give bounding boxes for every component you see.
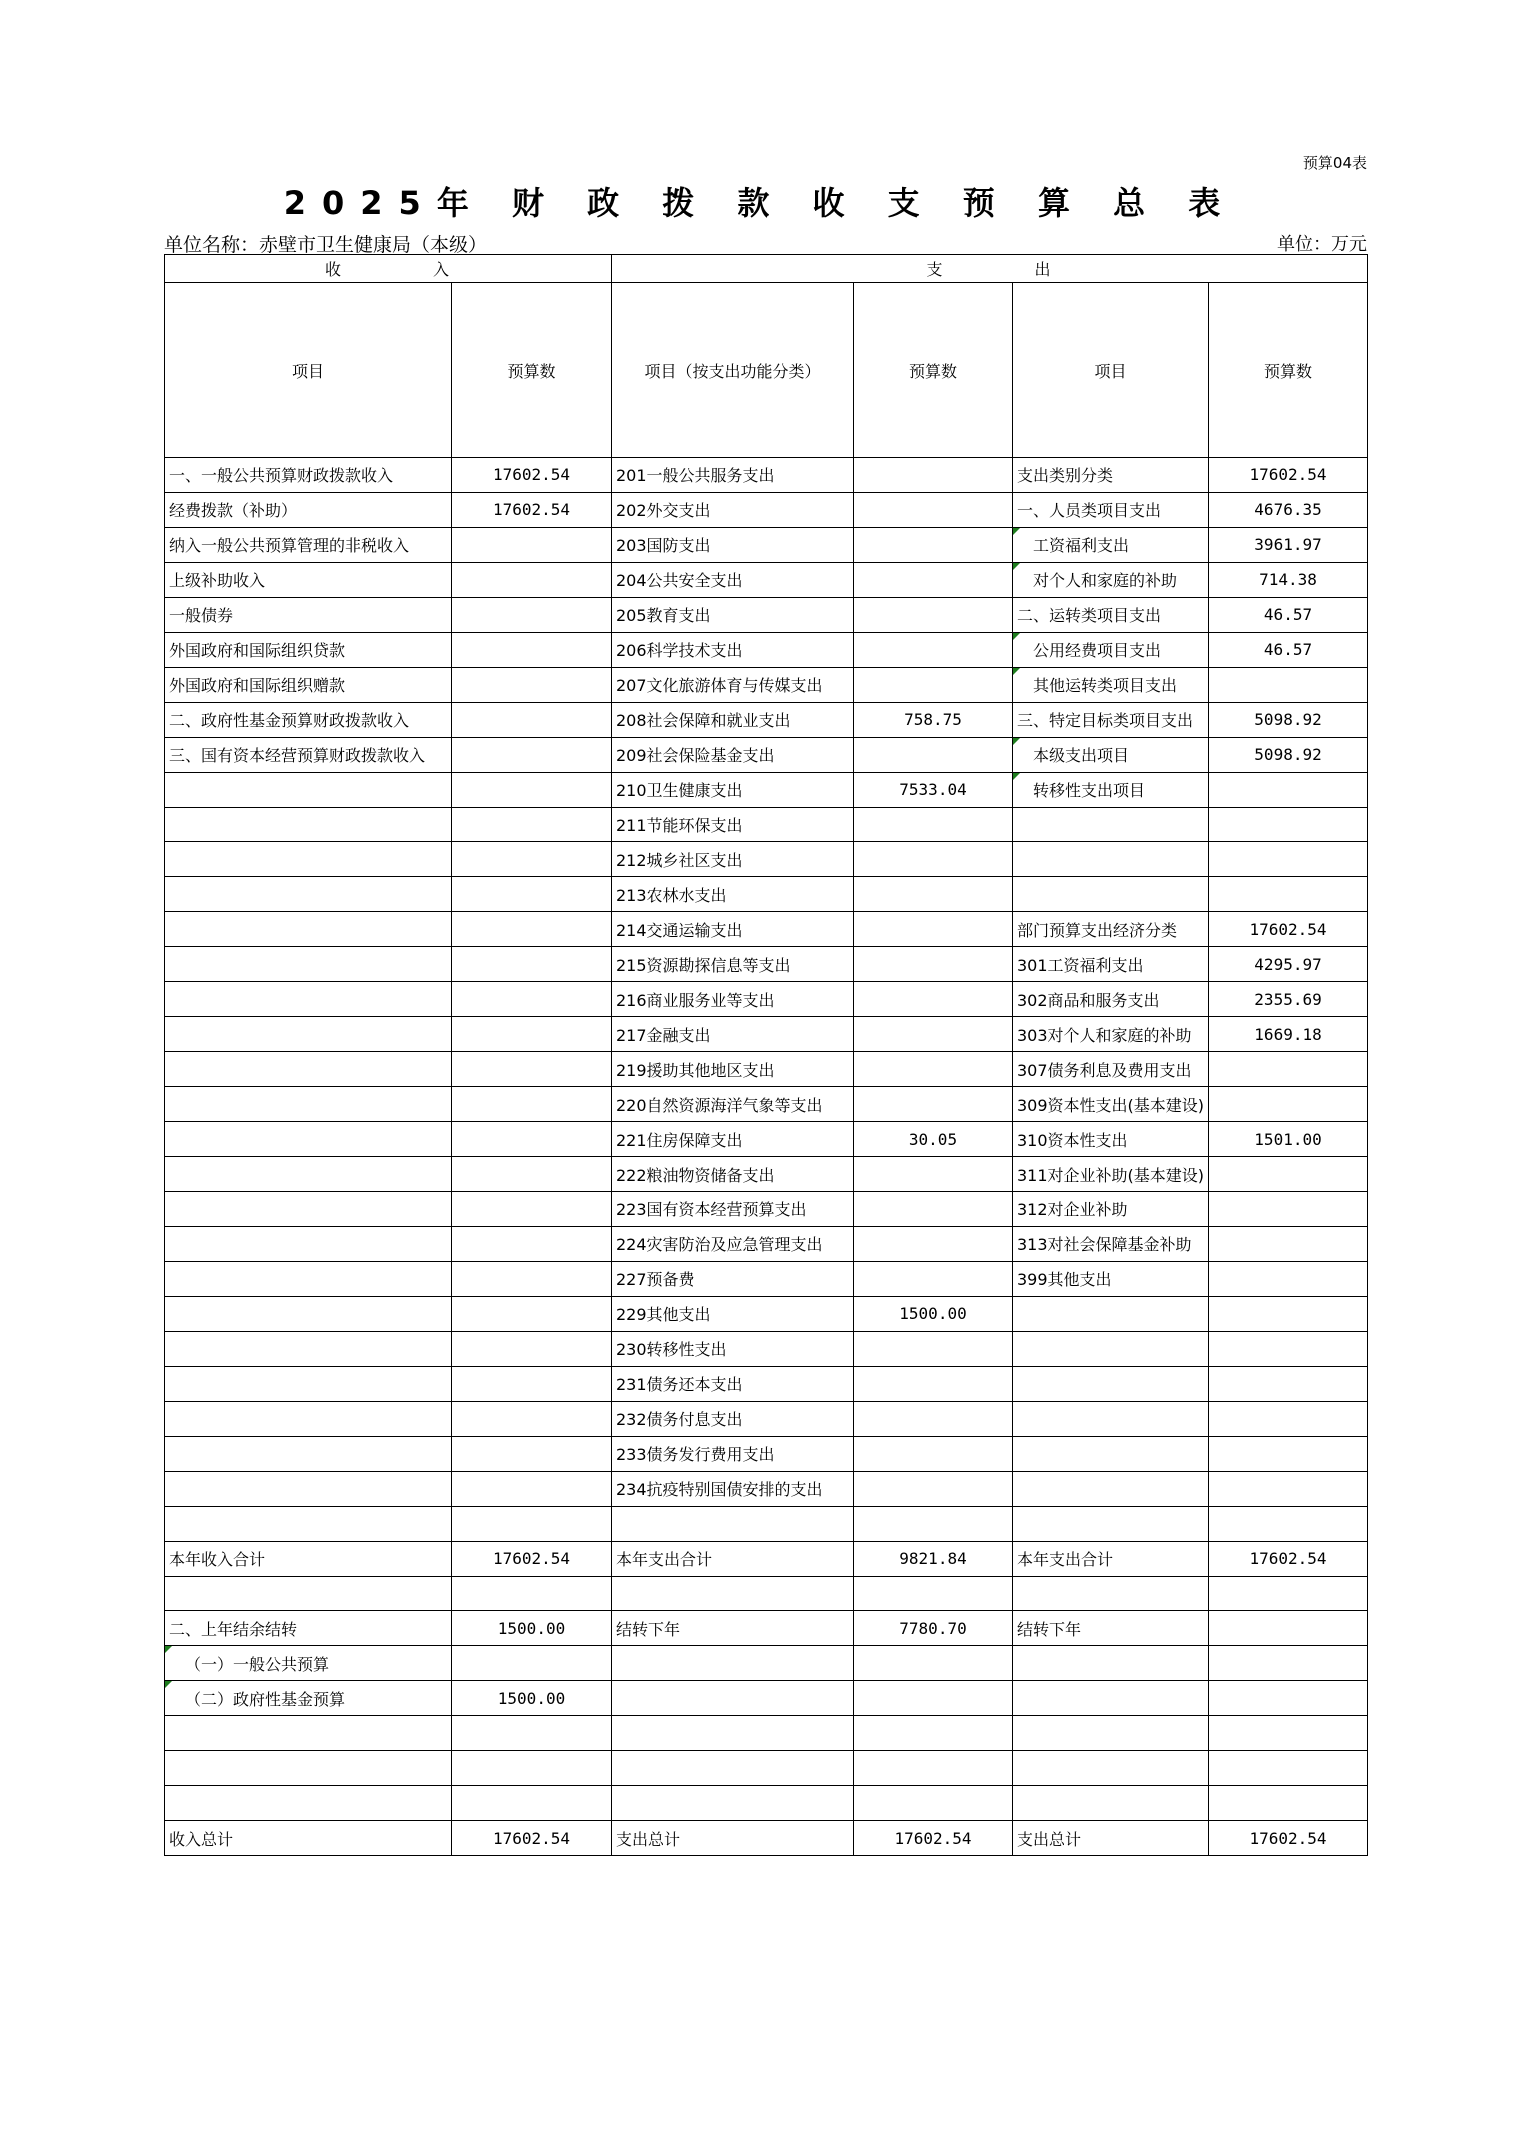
economic-item-cell: 312对企业补助 [1013, 1192, 1209, 1227]
functional-amount-cell [854, 1751, 1013, 1786]
economic-item-cell: 支出类别分类 [1013, 458, 1209, 493]
income-item-cell: 二、上年结余结转 [165, 1611, 452, 1646]
income-item-header: 项目 [165, 283, 452, 458]
functional-item-cell [612, 1751, 854, 1786]
economic-amount-cell: 46.57 [1209, 632, 1368, 667]
economic-amount-cell [1209, 1331, 1368, 1366]
functional-item-cell: 229其他支出 [612, 1296, 854, 1331]
income-amount-cell [452, 1716, 612, 1751]
income-item-cell [165, 1506, 452, 1541]
functional-amount-cell [854, 1506, 1013, 1541]
functional-amount-cell [854, 1576, 1013, 1611]
economic-item-cell: 311对企业补助(基本建设) [1013, 1157, 1209, 1192]
income-item-cell: 外国政府和国际组织赠款 [165, 667, 452, 702]
table-row [165, 1401, 1368, 1436]
economic-item-cell [1013, 807, 1209, 842]
economic-amount-cell: 4295.97 [1209, 947, 1368, 982]
functional-item-cell: 209社会保险基金支出 [612, 737, 854, 772]
economic-amount-cell: 4676.35 [1209, 492, 1368, 527]
economic-amount-cell [1209, 1157, 1368, 1192]
functional-amount-cell [854, 458, 1013, 493]
table-row [165, 702, 1368, 737]
economic-amount-cell [1209, 1401, 1368, 1436]
income-item-cell [165, 982, 452, 1017]
functional-amount-cell [854, 1157, 1013, 1192]
economic-amount-cell [1209, 1261, 1368, 1296]
income-amount-cell [452, 1576, 612, 1611]
table-row [165, 1751, 1368, 1786]
functional-item-cell [612, 1576, 854, 1611]
economic-amount-header: 预算数 [1209, 283, 1368, 458]
economic-item-cell: 支出总计 [1013, 1821, 1209, 1856]
income-amount-cell [452, 1436, 612, 1471]
economic-item-cell [1013, 1366, 1209, 1401]
income-section-header: 收 入 [165, 255, 612, 283]
table-row [165, 597, 1368, 632]
income-item-cell: 本年收入合计 [165, 1541, 452, 1576]
income-amount-cell [452, 1226, 612, 1261]
economic-item-cell [1013, 1576, 1209, 1611]
functional-amount-cell: 30.05 [854, 1122, 1013, 1157]
economic-item-cell: 309资本性支出(基本建设) [1013, 1087, 1209, 1122]
functional-item-cell [612, 1716, 854, 1751]
economic-amount-cell [1209, 1681, 1368, 1716]
income-amount-cell [452, 737, 612, 772]
table-row [165, 527, 1368, 562]
functional-amount-cell [854, 947, 1013, 982]
income-amount-cell [452, 632, 612, 667]
table-row [165, 1366, 1368, 1401]
table-row [165, 1471, 1368, 1506]
table-row [165, 807, 1368, 842]
functional-item-cell: 219援助其他地区支出 [612, 1052, 854, 1087]
functional-amount-cell [854, 1226, 1013, 1261]
income-amount-cell [452, 597, 612, 632]
income-item-cell: （二）政府性基金预算 [165, 1681, 452, 1716]
income-amount-cell [452, 1192, 612, 1227]
economic-item-cell: 301工资福利支出 [1013, 947, 1209, 982]
table-row [165, 982, 1368, 1017]
table-row [165, 912, 1368, 947]
table-row [165, 772, 1368, 807]
income-amount-cell [452, 1157, 612, 1192]
economic-amount-cell [1209, 1087, 1368, 1122]
page-title: 2025年 财 政 拨 款 收 支 预 算 总 表 [283, 184, 1237, 222]
functional-item-cell: 217金融支出 [612, 1017, 854, 1052]
economic-item-cell: 310资本性支出 [1013, 1122, 1209, 1157]
table-row [165, 1716, 1368, 1751]
table-row [165, 1541, 1368, 1576]
income-amount-cell [452, 842, 612, 877]
income-amount-cell: 1500.00 [452, 1681, 612, 1716]
income-amount-cell [452, 772, 612, 807]
functional-amount-cell [854, 1017, 1013, 1052]
income-amount-cell [452, 1331, 612, 1366]
income-amount-header: 预算数 [452, 283, 612, 458]
functional-item-cell: 207文化旅游体育与传媒支出 [612, 667, 854, 702]
economic-amount-cell [1209, 1716, 1368, 1751]
income-amount-cell [452, 562, 612, 597]
economic-item-cell: 399其他支出 [1013, 1261, 1209, 1296]
functional-amount-cell [854, 632, 1013, 667]
economic-amount-cell [1209, 1576, 1368, 1611]
economic-item-cell: 部门预算支出经济分类 [1013, 912, 1209, 947]
economic-item-cell: 303对个人和家庭的补助 [1013, 1017, 1209, 1052]
economic-item-cell [1013, 842, 1209, 877]
income-item-cell [165, 1192, 452, 1227]
functional-amount-cell [854, 597, 1013, 632]
income-amount-cell: 17602.54 [452, 492, 612, 527]
functional-item-cell: 224灾害防治及应急管理支出 [612, 1226, 854, 1261]
section-header-row [165, 255, 1368, 283]
economic-amount-cell [1209, 1611, 1368, 1646]
income-amount-cell [452, 1471, 612, 1506]
functional-amount-cell: 758.75 [854, 702, 1013, 737]
income-item-cell: 三、国有资本经营预算财政拨款收入 [165, 737, 452, 772]
income-amount-cell [452, 1366, 612, 1401]
functional-amount-cell [854, 1331, 1013, 1366]
income-item-cell [165, 1576, 452, 1611]
economic-item-cell [1013, 1471, 1209, 1506]
table-row [165, 737, 1368, 772]
functional-amount-cell: 7780.70 [854, 1611, 1013, 1646]
functional-item-cell [612, 1506, 854, 1541]
income-item-cell [165, 912, 452, 947]
table-row [165, 1821, 1368, 1856]
functional-amount-cell: 17602.54 [854, 1821, 1013, 1856]
functional-item-cell: 204公共安全支出 [612, 562, 854, 597]
economic-amount-cell [1209, 807, 1368, 842]
economic-amount-cell [1209, 1192, 1368, 1227]
functional-item-cell [612, 1681, 854, 1716]
table-row [165, 1261, 1368, 1296]
income-amount-cell [452, 1087, 612, 1122]
table-row [165, 1436, 1368, 1471]
functional-amount-cell: 9821.84 [854, 1541, 1013, 1576]
economic-item-cell: 302商品和服务支出 [1013, 982, 1209, 1017]
economic-amount-cell: 17602.54 [1209, 912, 1368, 947]
functional-amount-cell [854, 912, 1013, 947]
economic-item-cell: 公用经费项目支出 [1013, 632, 1209, 667]
functional-item-cell: 211节能环保支出 [612, 807, 854, 842]
income-amount-cell [452, 947, 612, 982]
income-item-cell: 一、一般公共预算财政拨款收入 [165, 458, 452, 493]
table-row [165, 1576, 1368, 1611]
economic-amount-cell [1209, 1471, 1368, 1506]
economic-item-cell [1013, 1646, 1209, 1681]
economic-amount-cell: 5098.92 [1209, 737, 1368, 772]
functional-item-cell: 221住房保障支出 [612, 1122, 854, 1157]
table-row [165, 1506, 1368, 1541]
income-amount-cell [452, 1751, 612, 1786]
income-item-cell [165, 1261, 452, 1296]
functional-item-cell: 支出总计 [612, 1821, 854, 1856]
column-header-row [165, 283, 1368, 458]
economic-item-cell [1013, 1681, 1209, 1716]
income-item-cell [165, 1331, 452, 1366]
income-amount-cell [452, 702, 612, 737]
economic-amount-cell: 1669.18 [1209, 1017, 1368, 1052]
economic-amount-cell [1209, 1366, 1368, 1401]
table-row [165, 1157, 1368, 1192]
economic-item-cell: 本级支出项目 [1013, 737, 1209, 772]
table-row [165, 1052, 1368, 1087]
income-item-cell: 二、政府性基金预算财政拨款收入 [165, 702, 452, 737]
economic-amount-cell [1209, 842, 1368, 877]
table-row [165, 1226, 1368, 1261]
income-amount-cell [452, 1261, 612, 1296]
functional-item-cell: 212城乡社区支出 [612, 842, 854, 877]
income-amount-cell [452, 1052, 612, 1087]
functional-item-cell: 202外交支出 [612, 492, 854, 527]
table-row [165, 1122, 1368, 1157]
economic-item-cell [1013, 1786, 1209, 1821]
table-row [165, 667, 1368, 702]
economic-amount-cell: 3961.97 [1209, 527, 1368, 562]
economic-amount-cell: 17602.54 [1209, 1541, 1368, 1576]
functional-amount-cell: 7533.04 [854, 772, 1013, 807]
economic-amount-cell [1209, 1436, 1368, 1471]
income-amount-cell [452, 1506, 612, 1541]
economic-item-cell [1013, 1331, 1209, 1366]
income-amount-cell [452, 667, 612, 702]
functional-item-cell: 213农林水支出 [612, 877, 854, 912]
unit-name-label: 单位名称：赤壁市卫生健康局（本级） [164, 234, 488, 256]
economic-item-cell [1013, 1401, 1209, 1436]
table-row [165, 947, 1368, 982]
income-item-cell [165, 807, 452, 842]
economic-item-cell: 313对社会保障基金补助 [1013, 1226, 1209, 1261]
functional-item-cell: 223国有资本经营预算支出 [612, 1192, 854, 1227]
income-item-cell [165, 1366, 452, 1401]
functional-amount-cell [854, 1471, 1013, 1506]
table-row [165, 458, 1368, 493]
functional-amount-cell [854, 1366, 1013, 1401]
currency-unit-label: 单位：万元 [1277, 234, 1367, 255]
income-item-cell: 收入总计 [165, 1821, 452, 1856]
economic-item-cell [1013, 1296, 1209, 1331]
functional-item-cell: 216商业服务业等支出 [612, 982, 854, 1017]
functional-amount-cell [854, 527, 1013, 562]
economic-item-cell: 对个人和家庭的补助 [1013, 562, 1209, 597]
income-item-cell [165, 1401, 452, 1436]
table-row [165, 562, 1368, 597]
economic-item-cell: 其他运转类项目支出 [1013, 667, 1209, 702]
functional-amount-cell [854, 1192, 1013, 1227]
functional-amount-cell [854, 877, 1013, 912]
income-amount-cell [452, 1401, 612, 1436]
functional-amount-cell [854, 1786, 1013, 1821]
income-item-cell [165, 1716, 452, 1751]
economic-item-cell [1013, 1716, 1209, 1751]
economic-item-cell [1013, 1506, 1209, 1541]
functional-amount-cell [854, 1681, 1013, 1716]
income-amount-cell [452, 527, 612, 562]
economic-item-cell [1013, 1436, 1209, 1471]
economic-item-cell [1013, 877, 1209, 912]
table-row [165, 1786, 1368, 1821]
functional-item-cell: 227预备费 [612, 1261, 854, 1296]
economic-amount-cell: 5098.92 [1209, 702, 1368, 737]
income-item-cell [165, 772, 452, 807]
income-item-cell: 一般债券 [165, 597, 452, 632]
income-amount-cell [452, 982, 612, 1017]
income-item-cell [165, 842, 452, 877]
economic-item-cell: 二、运转类项目支出 [1013, 597, 1209, 632]
economic-amount-cell [1209, 1751, 1368, 1786]
income-amount-cell [452, 1786, 612, 1821]
economic-amount-cell [1209, 772, 1368, 807]
functional-amount-header: 预算数 [854, 283, 1013, 458]
table-row [165, 1192, 1368, 1227]
budget-summary-table [164, 254, 1368, 1856]
income-amount-cell [452, 1122, 612, 1157]
table-row [165, 1087, 1368, 1122]
table-row [165, 1331, 1368, 1366]
functional-item-header: 项目（按支出功能分类） [612, 283, 854, 458]
economic-amount-cell [1209, 667, 1368, 702]
table-row [165, 1646, 1368, 1681]
functional-item-cell: 结转下年 [612, 1611, 854, 1646]
income-item-cell [165, 1122, 452, 1157]
economic-amount-cell [1209, 1786, 1368, 1821]
income-item-cell [165, 1296, 452, 1331]
economic-item-cell: 三、特定目标类项目支出 [1013, 702, 1209, 737]
functional-amount-cell [854, 1401, 1013, 1436]
functional-item-cell: 230转移性支出 [612, 1331, 854, 1366]
income-item-cell [165, 1052, 452, 1087]
income-amount-cell: 17602.54 [452, 1821, 612, 1856]
functional-amount-cell [854, 492, 1013, 527]
functional-amount-cell: 1500.00 [854, 1296, 1013, 1331]
functional-item-cell [612, 1786, 854, 1821]
functional-item-cell: 210卫生健康支出 [612, 772, 854, 807]
functional-item-cell: 222粮油物资储备支出 [612, 1157, 854, 1192]
income-item-cell: 纳入一般公共预算管理的非税收入 [165, 527, 452, 562]
functional-amount-cell [854, 1052, 1013, 1087]
table-row [165, 492, 1368, 527]
functional-item-cell: 203国防支出 [612, 527, 854, 562]
income-item-cell: （一）一般公共预算 [165, 1646, 452, 1681]
table-number-label: 预算04表 [1302, 154, 1367, 172]
functional-item-cell: 220自然资源海洋气象等支出 [612, 1087, 854, 1122]
economic-amount-cell: 46.57 [1209, 597, 1368, 632]
economic-amount-cell: 17602.54 [1209, 1821, 1368, 1856]
income-item-cell [165, 877, 452, 912]
functional-amount-cell [854, 1261, 1013, 1296]
functional-amount-cell [854, 842, 1013, 877]
economic-amount-cell [1209, 877, 1368, 912]
economic-amount-cell: 2355.69 [1209, 982, 1368, 1017]
income-item-cell [165, 1751, 452, 1786]
table-row [165, 877, 1368, 912]
income-amount-cell [452, 912, 612, 947]
functional-item-cell: 215资源勘探信息等支出 [612, 947, 854, 982]
table-row [165, 1017, 1368, 1052]
economic-item-cell: 一、人员类项目支出 [1013, 492, 1209, 527]
functional-item-cell: 233债务发行费用支出 [612, 1436, 854, 1471]
economic-item-cell: 工资福利支出 [1013, 527, 1209, 562]
income-amount-cell [452, 877, 612, 912]
income-item-cell [165, 1017, 452, 1052]
economic-item-cell: 转移性支出项目 [1013, 772, 1209, 807]
income-item-cell [165, 1226, 452, 1261]
economic-amount-cell [1209, 1646, 1368, 1681]
table-row [165, 1296, 1368, 1331]
functional-item-cell: 234抗疫特别国债安排的支出 [612, 1471, 854, 1506]
income-item-cell: 上级补助收入 [165, 562, 452, 597]
functional-amount-cell [854, 1646, 1013, 1681]
income-item-cell [165, 947, 452, 982]
functional-amount-cell [854, 667, 1013, 702]
income-amount-cell: 1500.00 [452, 1611, 612, 1646]
table-row [165, 1681, 1368, 1716]
functional-amount-cell [854, 1436, 1013, 1471]
functional-item-cell: 本年支出合计 [612, 1541, 854, 1576]
income-item-cell [165, 1471, 452, 1506]
income-amount-cell [452, 1646, 612, 1681]
income-amount-cell: 17602.54 [452, 1541, 612, 1576]
economic-amount-cell [1209, 1226, 1368, 1261]
income-item-cell [165, 1436, 452, 1471]
functional-item-cell: 206科学技术支出 [612, 632, 854, 667]
income-item-cell [165, 1786, 452, 1821]
functional-amount-cell [854, 1716, 1013, 1751]
economic-amount-cell [1209, 1052, 1368, 1087]
functional-item-cell: 208社会保障和就业支出 [612, 702, 854, 737]
expense-section-header: 支 出 [612, 255, 1368, 283]
income-item-cell [165, 1157, 452, 1192]
economic-amount-cell [1209, 1296, 1368, 1331]
income-amount-cell [452, 1017, 612, 1052]
economic-amount-cell: 714.38 [1209, 562, 1368, 597]
functional-amount-cell [854, 982, 1013, 1017]
income-item-cell: 经费拨款（补助） [165, 492, 452, 527]
income-amount-cell [452, 1296, 612, 1331]
economic-amount-cell [1209, 1506, 1368, 1541]
economic-item-cell [1013, 1751, 1209, 1786]
table-row [165, 842, 1368, 877]
economic-amount-cell: 1501.00 [1209, 1122, 1368, 1157]
functional-item-cell: 205教育支出 [612, 597, 854, 632]
functional-item-cell: 231债务还本支出 [612, 1366, 854, 1401]
economic-amount-cell: 17602.54 [1209, 458, 1368, 493]
income-item-cell: 外国政府和国际组织贷款 [165, 632, 452, 667]
economic-item-cell: 本年支出合计 [1013, 1541, 1209, 1576]
functional-amount-cell [854, 562, 1013, 597]
income-amount-cell [452, 807, 612, 842]
table-row [165, 1611, 1368, 1646]
functional-item-cell: 214交通运输支出 [612, 912, 854, 947]
functional-amount-cell [854, 807, 1013, 842]
economic-item-header: 项目 [1013, 283, 1209, 458]
functional-item-cell: 201一般公共服务支出 [612, 458, 854, 493]
functional-amount-cell [854, 737, 1013, 772]
income-amount-cell: 17602.54 [452, 458, 612, 493]
functional-item-cell: 232债务付息支出 [612, 1401, 854, 1436]
functional-item-cell [612, 1646, 854, 1681]
functional-amount-cell [854, 1087, 1013, 1122]
table-row [165, 632, 1368, 667]
economic-item-cell: 结转下年 [1013, 1611, 1209, 1646]
income-item-cell [165, 1087, 452, 1122]
economic-item-cell: 307债务利息及费用支出 [1013, 1052, 1209, 1087]
